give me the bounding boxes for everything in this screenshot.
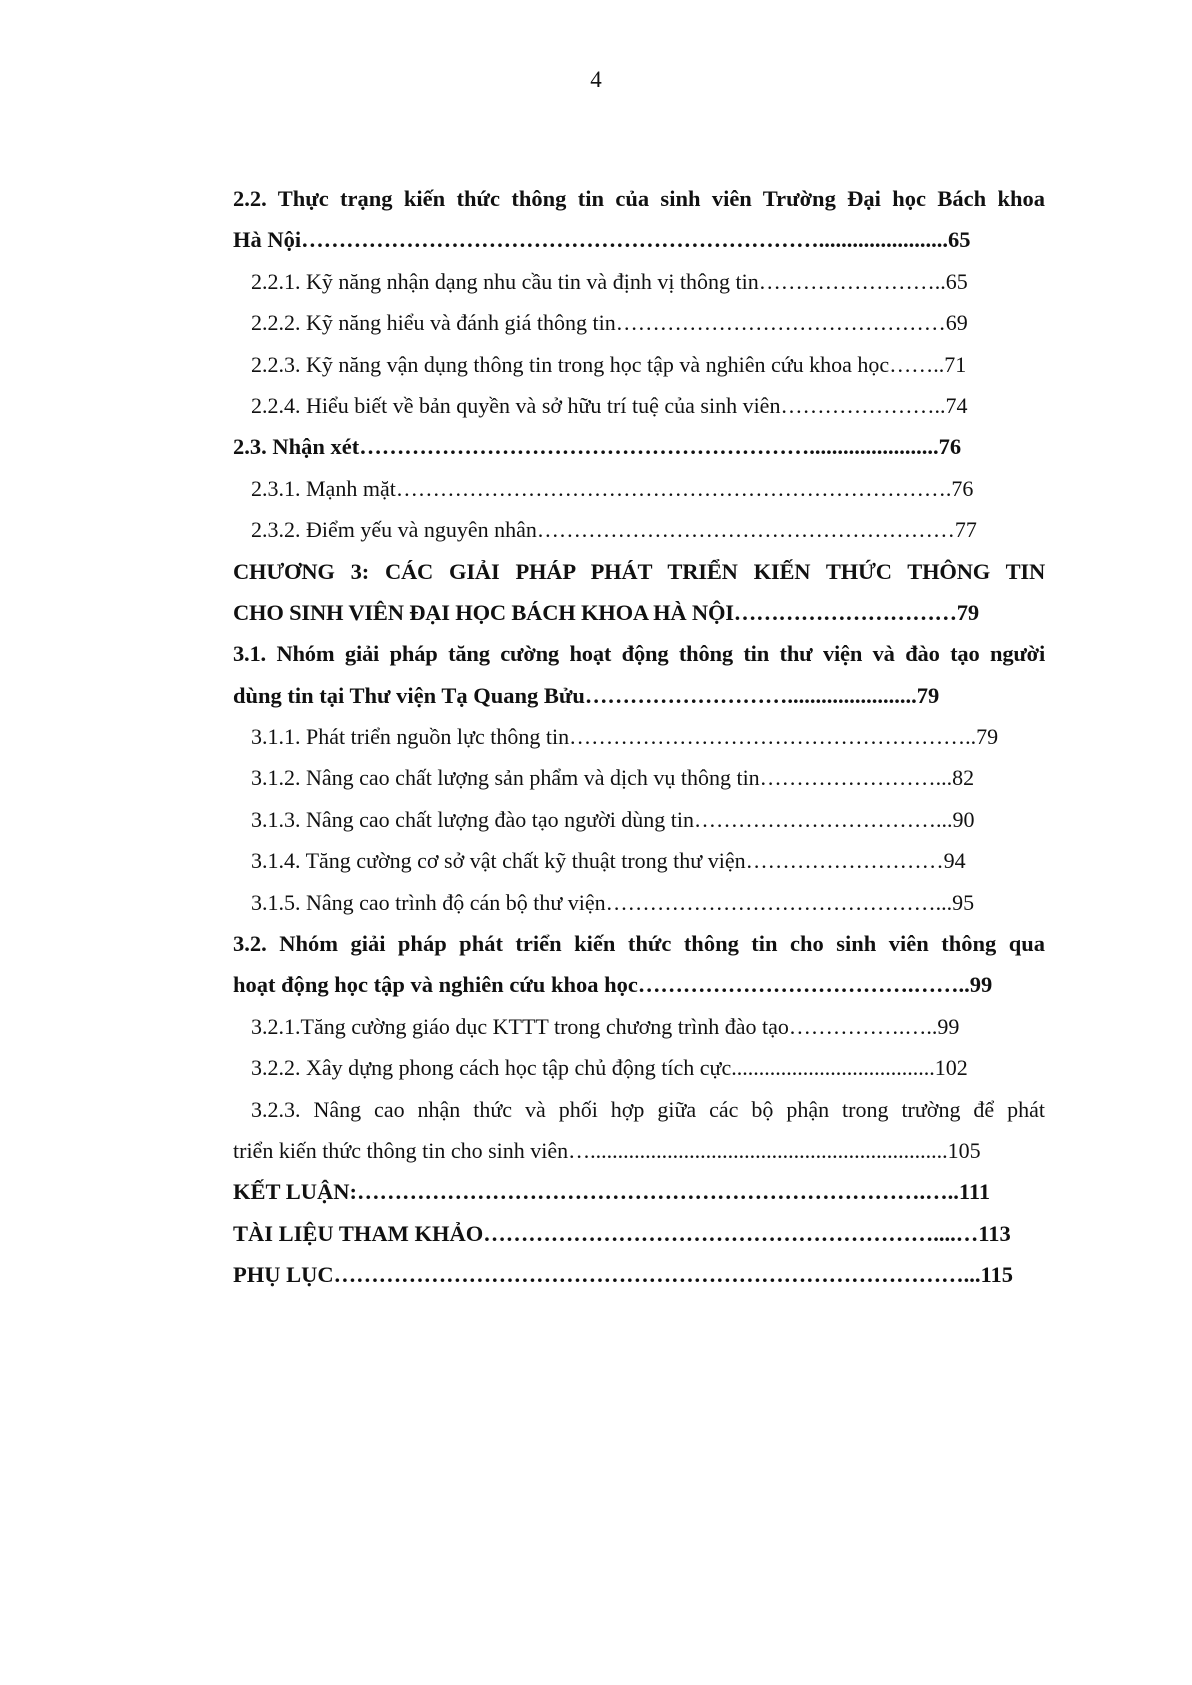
toc-heading-2-2-cont: Hà Nội…………………………………………………………….......................65 bbox=[233, 227, 971, 253]
toc-entry-3-2-3: 3.2.3. Nâng cao nhận thức và phối hợp giữa các bộ phận trong trường để phát bbox=[251, 1096, 1045, 1122]
toc-entry-3-1-4: 3.1.4. Tăng cường cơ sở vật chất kỹ thuật trong thư viện………………………94 bbox=[251, 848, 966, 874]
toc-conclusion: KẾT LUẬN:………………………………………………………………….…..111 bbox=[233, 1179, 991, 1205]
toc-chapter-3-cont: CHO SINH VIÊN ĐẠI HỌC BÁCH KHOA HÀ NỘI…………………………79 bbox=[233, 599, 979, 625]
toc-entry-3-2-1: 3.2.1.Tăng cường giáo dục KTTT trong chương trình đào tạo…………….…..99 bbox=[251, 1013, 960, 1039]
toc-entry-2-2-3: 2.2.3. Kỹ năng vận dụng thông tin trong học tập và nghiên cứu khoa học……..71 bbox=[251, 351, 967, 377]
toc-references: TÀI LIỆU THAM KHẢO……………………………………………………....…113 bbox=[233, 1220, 1011, 1246]
toc-heading-2-2: 2.2. Thực trạng kiến thức thông tin của sinh viên Trường Đại học Bách khoa bbox=[233, 186, 1045, 211]
toc-entry-3-1-3: 3.1.3. Nâng cao chất lượng đào tạo người dùng tin……………………………...90 bbox=[251, 806, 975, 832]
page-number: 4 bbox=[590, 67, 602, 92]
toc-entry-3-1-5: 3.1.5. Nâng cao trình độ cán bộ thư viện………………………………………...95 bbox=[251, 889, 975, 915]
toc-heading-3-1: 3.1. Nhóm giải pháp tăng cường hoạt động thông tin thư viện và đào tạo người bbox=[233, 641, 1045, 667]
toc-heading-3-1-cont: dùng tin tại Thư viện Tạ Quang Bửu……………………….......................79 bbox=[233, 682, 940, 708]
toc-entry-2-3-2: 2.3.2. Điểm yếu và nguyên nhân…………………………………………………77 bbox=[251, 517, 977, 543]
toc-entry-3-1-1: 3.1.1. Phát triển nguồn lực thông tin………………………………………………..79 bbox=[251, 724, 999, 750]
toc-entry-3-2-2: 3.2.2. Xây dựng phong cách học tập chủ động tích cực.....................................102 bbox=[251, 1055, 968, 1081]
toc-appendix: PHỤ LỤC…………………………………………………………………………...115 bbox=[233, 1262, 1014, 1288]
toc-entry-2-2-4: 2.2.4. Hiểu biết về bản quyền và sở hữu trí tuệ của sinh viên…………………..74 bbox=[251, 392, 968, 418]
table-of-contents bbox=[233, 178, 1045, 1296]
toc-heading-3-2-cont: hoạt động học tập và nghiên cứu khoa học……………………………….……..99 bbox=[233, 972, 993, 998]
toc-entry-2-2-1: 2.2.1. Kỹ năng nhận dạng nhu cầu tin và định vị thông tin……………………..65 bbox=[251, 268, 968, 294]
toc-heading-2-3: 2.3. Nhận xét…………………………………………………….......................76 bbox=[233, 434, 962, 460]
toc-entry-3-2-3-cont: triển kiến thức thông tin cho sinh viên….................................................................105 bbox=[233, 1137, 981, 1163]
toc-entry-2-2-2: 2.2.2. Kỹ năng hiểu và đánh giá thông tin………………………………………69 bbox=[251, 310, 968, 336]
toc-chapter-3: CHƯƠNG 3: CÁC GIẢI PHÁP PHÁT TRIỂN KIẾN THỨC THÔNG TIN bbox=[233, 558, 1045, 584]
toc-entry-3-1-2: 3.1.2. Nâng cao chất lượng sản phẩm và dịch vụ thông tin……………………...82 bbox=[251, 765, 975, 791]
toc-heading-3-2: 3.2. Nhóm giải pháp phát triển kiến thức thông tin cho sinh viên thông qua bbox=[233, 931, 1045, 957]
toc-entry-2-3-1: 2.3.1. Mạnh mặt………………………………………………………………….76 bbox=[251, 475, 974, 501]
